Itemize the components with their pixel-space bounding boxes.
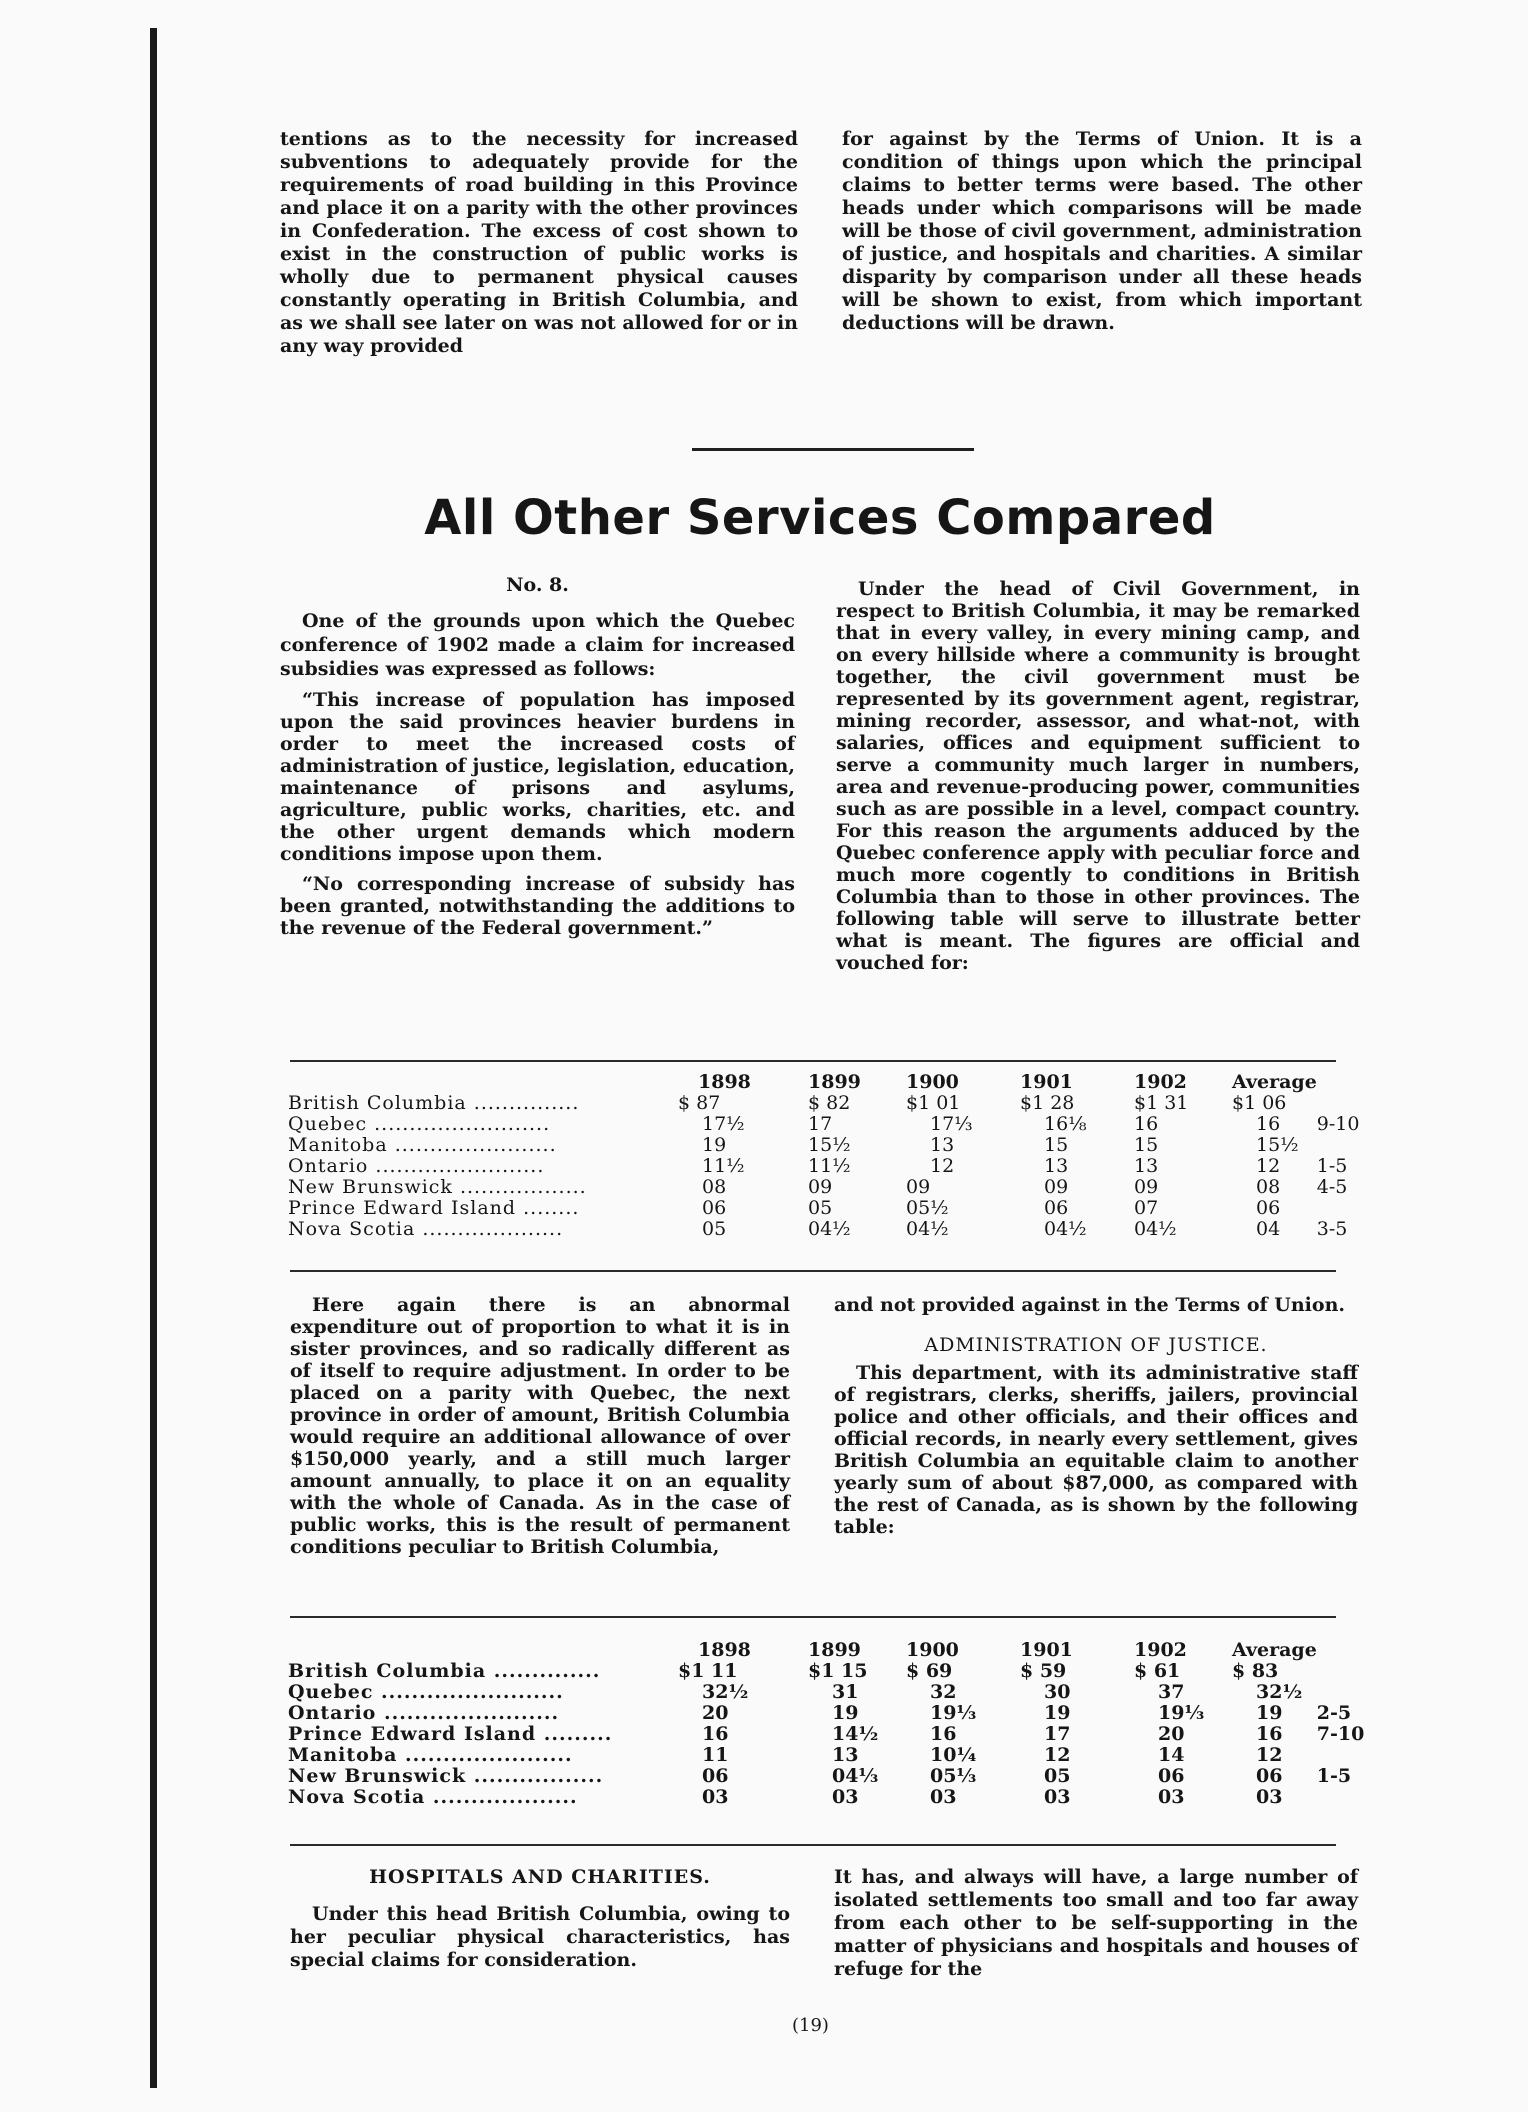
table-row [288, 1661, 1377, 1682]
row-label: British Columbia ............... [288, 1092, 580, 1114]
table-cell: 12 [930, 1155, 955, 1177]
table-cell: 32½ [1256, 1681, 1303, 1703]
table-cell: 12 [1256, 1744, 1283, 1766]
paragraph: and not provided against in the Terms of Union. [834, 1294, 1346, 1316]
row-label: Ontario ........................ [288, 1155, 545, 1177]
table-rule [290, 1270, 1336, 1272]
header-cell: 1899 [808, 1071, 861, 1093]
table-row [288, 1135, 1377, 1156]
header-cell [1317, 1640, 1377, 1661]
table-cell: 15 [1134, 1134, 1159, 1156]
table-cell: 17⅓ [930, 1113, 973, 1135]
header-cell: 1900 [906, 1639, 959, 1661]
table-cell: 15½ [1256, 1134, 1299, 1156]
table-cell: 06 [1256, 1765, 1283, 1787]
table-cell: 1-5 [1316, 1765, 1352, 1787]
table-cell: 08 [1256, 1176, 1281, 1198]
table-cell: 13 [832, 1744, 859, 1766]
row-label: New Brunswick .................. [288, 1176, 587, 1198]
quote-paragraph: “This increase of population has imposed upon the said provinces heavier burdens in order to meet the increased costs of administration of justice, legislation, education, maintenance of prisons and asylums, agriculture, public works, charities, etc. and the other urgent demands which modern conditions impose upon them. [280, 689, 795, 865]
section2-left-column [280, 574, 795, 939]
table-cell: 15½ [808, 1134, 851, 1156]
table-cell: 03 [1256, 1786, 1283, 1808]
table-cell: 9-10 [1316, 1113, 1360, 1135]
table-row [288, 1156, 1377, 1177]
table-cell [1317, 1198, 1377, 1219]
header-cell: 1902 [1134, 1639, 1187, 1661]
section-heading: ADMINISTRATION OF JUSTICE. [924, 1334, 1268, 1356]
table-cell: 09 [906, 1176, 931, 1198]
table-cell: $1 15 [808, 1660, 868, 1682]
table-row [288, 1219, 1377, 1240]
top-right-column [842, 128, 1362, 335]
paragraph: This department, with its administrative staff of registrars, clerks, sheriffs, jailers, provincial police and other officials, and their offices and official records, in nearly every settlement, gives British Columbia an equitable claim to another yearly sum of about $87,000, as compared with the rest of Canada, as is shown by the following table: [834, 1362, 1358, 1538]
paragraph: tentions as to the necessity for increased subventions to adequately provide for the requirements of road building in this Province and place it on a parity with the other provinces in Confederation. The excess of cost shown to exist in the construction of public works is wholly due to permanent physical causes constantly operating in British Columbia, and as we shall see later on was not allowed for or in any way provided [280, 128, 798, 357]
table-cell: 16 [1256, 1723, 1283, 1745]
paragraph: for against by the Terms of Union. It is a condition of things upon which the principal claims to better terms were based. The other heads under which comparisons will be made will be those of civil government, administration of justice, and hospitals and charities. A similar disparity by comparison under all these heads will be shown to exist, from which important deductions will be drawn. [842, 128, 1362, 334]
table-cell: 03 [1044, 1786, 1071, 1808]
paragraph: It has, and always will have, a large number of isolated settlements too small and too far away from each other to be self-supporting in the matter of physicians and hospitals and houses of refuge for the [834, 1866, 1358, 1980]
table-row [288, 1724, 1377, 1745]
table-cell: 05 [702, 1218, 727, 1240]
table-row [288, 1198, 1377, 1219]
table-cell: 04 [1256, 1218, 1281, 1240]
table-cell: 07 [1134, 1197, 1159, 1219]
table-cell: $ 83 [1232, 1660, 1279, 1682]
table-cell: 16 [1134, 1113, 1159, 1135]
table-cell: 06 [702, 1765, 729, 1787]
table-header-row [288, 1072, 1377, 1093]
table-cell [1317, 1093, 1377, 1114]
header-cell: 1901 [1020, 1639, 1073, 1661]
table-row [288, 1114, 1377, 1135]
section3-right-column [834, 1294, 1358, 1538]
table-cell: 06 [702, 1197, 727, 1219]
table-row [288, 1177, 1377, 1198]
table-cell: $ 61 [1134, 1660, 1181, 1682]
table-cell: 08 [702, 1176, 727, 1198]
table-cell: 20 [1158, 1723, 1185, 1745]
table-cell: 04½ [1134, 1218, 1177, 1240]
table-cell: $1 31 [1134, 1092, 1189, 1114]
section-heading: HOSPITALS AND CHARITIES. [369, 1866, 711, 1888]
row-label: Manitoba ...................... [288, 1744, 573, 1766]
row-label: Nova Scotia ................... [288, 1786, 578, 1808]
table-cell: 37 [1158, 1681, 1185, 1703]
table-cell: 03 [930, 1786, 957, 1808]
table-cell: 04½ [1044, 1218, 1087, 1240]
table-cell: 14½ [832, 1723, 879, 1745]
table-cell: 16 [930, 1723, 957, 1745]
civil-government-table [288, 1072, 1377, 1240]
table-cell: 06 [1158, 1765, 1185, 1787]
table-cell: 09 [1134, 1176, 1159, 1198]
section4-right-column [834, 1866, 1358, 1981]
header-cell: 1898 [698, 1071, 751, 1093]
table-cell: 11½ [702, 1155, 745, 1177]
paragraph: One of the grounds upon which the Quebec conference of 1902 made a claim for increased subsidies was expressed as follows: [280, 610, 795, 680]
table-cell [1317, 1661, 1377, 1682]
table-cell: 19⅓ [930, 1702, 977, 1724]
header-cell: Average [1232, 1639, 1317, 1661]
header-cell: 1901 [1020, 1071, 1073, 1093]
table-cell: $ 87 [678, 1092, 721, 1114]
table-cell: 09 [1044, 1176, 1069, 1198]
header-cell: 1900 [906, 1071, 959, 1093]
table-cell: 19 [832, 1702, 859, 1724]
page-number: (19) [792, 2015, 829, 2036]
top-left-column [280, 128, 798, 358]
section-divider [692, 448, 974, 451]
header-cell [288, 1072, 678, 1093]
row-label: Quebec ........................ [288, 1681, 564, 1703]
table-row [288, 1682, 1377, 1703]
table-row [288, 1766, 1377, 1787]
header-cell [288, 1640, 678, 1661]
table-cell: 10¼ [930, 1744, 977, 1766]
table-cell: 16 [1256, 1113, 1281, 1135]
table-cell [1317, 1787, 1377, 1808]
table-cell: $1 28 [1020, 1092, 1075, 1114]
table-cell: 13 [1044, 1155, 1069, 1177]
table-cell: 19 [1256, 1702, 1283, 1724]
page-binding-edge [150, 28, 157, 2088]
table-cell: 05⅓ [930, 1765, 977, 1787]
table-cell: 06 [1256, 1197, 1281, 1219]
row-label: Nova Scotia .................... [288, 1218, 564, 1240]
paragraph: Under the head of Civil Government, in respect to British Columbia, it may be remarked that in every valley, in every mining camp, and on every hillside where a community is brought together, the civil government must be represented by its government agent, registrar, mining recorder, assessor, and what-not, with salaries, offices and equipment sufficient to serve a community much larger in numbers, area and revenue-producing power, communities such as are possible in a level, compact country. For this reason the arguments adduced by the Quebec conference apply with peculiar force and much more cogently to conditions in British Columbia than to those in other provinces. The following table will serve to illustrate better what is meant. The figures are official and vouched for: [836, 578, 1360, 974]
header-cell: 1898 [698, 1639, 751, 1661]
table-cell: $ 59 [1020, 1660, 1067, 1682]
table-cell: 05 [1044, 1765, 1071, 1787]
table-row [288, 1093, 1377, 1114]
section4-left-column [290, 1866, 790, 1972]
table-cell: 32 [930, 1681, 957, 1703]
table-cell: 06 [1044, 1197, 1069, 1219]
table-row [288, 1787, 1377, 1808]
table-cell: 31 [832, 1681, 859, 1703]
justice-table [288, 1640, 1377, 1808]
row-label: British Columbia .............. [288, 1660, 601, 1682]
table-cell: $ 82 [808, 1092, 851, 1114]
table-cell: 03 [702, 1786, 729, 1808]
table-cell: 03 [832, 1786, 859, 1808]
table-cell: 4-5 [1316, 1176, 1348, 1198]
subheading-number: No. 8. [506, 574, 569, 596]
page-title: All Other Services Compared [424, 490, 1216, 546]
table-rule [290, 1060, 1336, 1062]
table-cell: 13 [930, 1134, 955, 1156]
table-cell [1317, 1135, 1377, 1156]
table-cell: 17 [808, 1113, 833, 1135]
table-header-row [288, 1640, 1377, 1661]
table-rule [290, 1616, 1336, 1618]
table-rule [290, 1844, 1336, 1846]
table-cell: 2-5 [1316, 1702, 1352, 1724]
row-label: New Brunswick ................. [288, 1765, 604, 1787]
table-cell: 09 [808, 1176, 833, 1198]
header-cell [1317, 1072, 1377, 1093]
table-cell: 14 [1158, 1744, 1185, 1766]
table-cell: 17 [1044, 1723, 1071, 1745]
row-label: Manitoba ....................... [288, 1134, 557, 1156]
table-cell: 12 [1256, 1155, 1281, 1177]
table-cell: 32½ [702, 1681, 749, 1703]
table-cell: 12 [1044, 1744, 1071, 1766]
table-cell: 19 [702, 1134, 727, 1156]
table-cell: 03 [1158, 1786, 1185, 1808]
table-cell: $1 01 [906, 1092, 961, 1114]
table-cell: $1 06 [1232, 1092, 1287, 1114]
table-cell: 11 [702, 1744, 729, 1766]
table-cell: 3-5 [1316, 1218, 1348, 1240]
table-cell [1317, 1682, 1377, 1703]
table-cell: $ 69 [906, 1660, 953, 1682]
paragraph: Here again there is an abnormal expenditure out of proportion to what it is in sister provinces, and so radically different as of itself to require adjustment. In order to be placed on a parity with Quebec, the next province in order of amount, British Columbia would require an additional allowance of over $150,000 yearly, and a still much larger amount annually, to place it on an equality with the whole of Canada. As in the case of public works, this is the result of permanent conditions peculiar to British Columbia, [290, 1294, 790, 1558]
table-cell: 30 [1044, 1681, 1071, 1703]
table-cell: 19⅓ [1158, 1702, 1205, 1724]
table-cell: 04½ [808, 1218, 851, 1240]
table-cell: 16⅛ [1044, 1113, 1087, 1135]
header-cell: 1899 [808, 1639, 861, 1661]
row-label: Quebec ......................... [288, 1113, 551, 1135]
table-cell: 16 [702, 1723, 729, 1745]
table-cell: 20 [702, 1702, 729, 1724]
header-cell: 1902 [1134, 1071, 1187, 1093]
section2-right-column [836, 578, 1360, 974]
table-cell: 04½ [906, 1218, 949, 1240]
paragraph: Under this head British Columbia, owing to her peculiar physical characteristics, has special claims for consideration. [290, 1903, 790, 1971]
table-cell: 04⅓ [832, 1765, 879, 1787]
table-cell: 19 [1044, 1702, 1071, 1724]
row-label: Prince Edward Island ......... [288, 1723, 613, 1745]
row-label: Prince Edward Island ........ [288, 1197, 580, 1219]
table-row [288, 1703, 1377, 1724]
table-cell: 05½ [906, 1197, 949, 1219]
header-cell: Average [1232, 1071, 1317, 1093]
table-cell: 05 [808, 1197, 833, 1219]
table-cell: 11½ [808, 1155, 851, 1177]
section3-left-column [290, 1294, 790, 1558]
table-cell: 15 [1044, 1134, 1069, 1156]
table-cell: 1-5 [1316, 1155, 1348, 1177]
table-row [288, 1745, 1377, 1766]
table-cell: 7-10 [1316, 1723, 1365, 1745]
table-cell [1317, 1745, 1377, 1766]
row-label: Ontario ....................... [288, 1702, 560, 1724]
table-cell: $1 11 [678, 1660, 738, 1682]
quote-paragraph: “No corresponding increase of subsidy has been granted, notwithstanding the additions to the revenue of the Federal government.” [280, 873, 795, 939]
table-cell: 17½ [702, 1113, 745, 1135]
table-cell: 13 [1134, 1155, 1159, 1177]
